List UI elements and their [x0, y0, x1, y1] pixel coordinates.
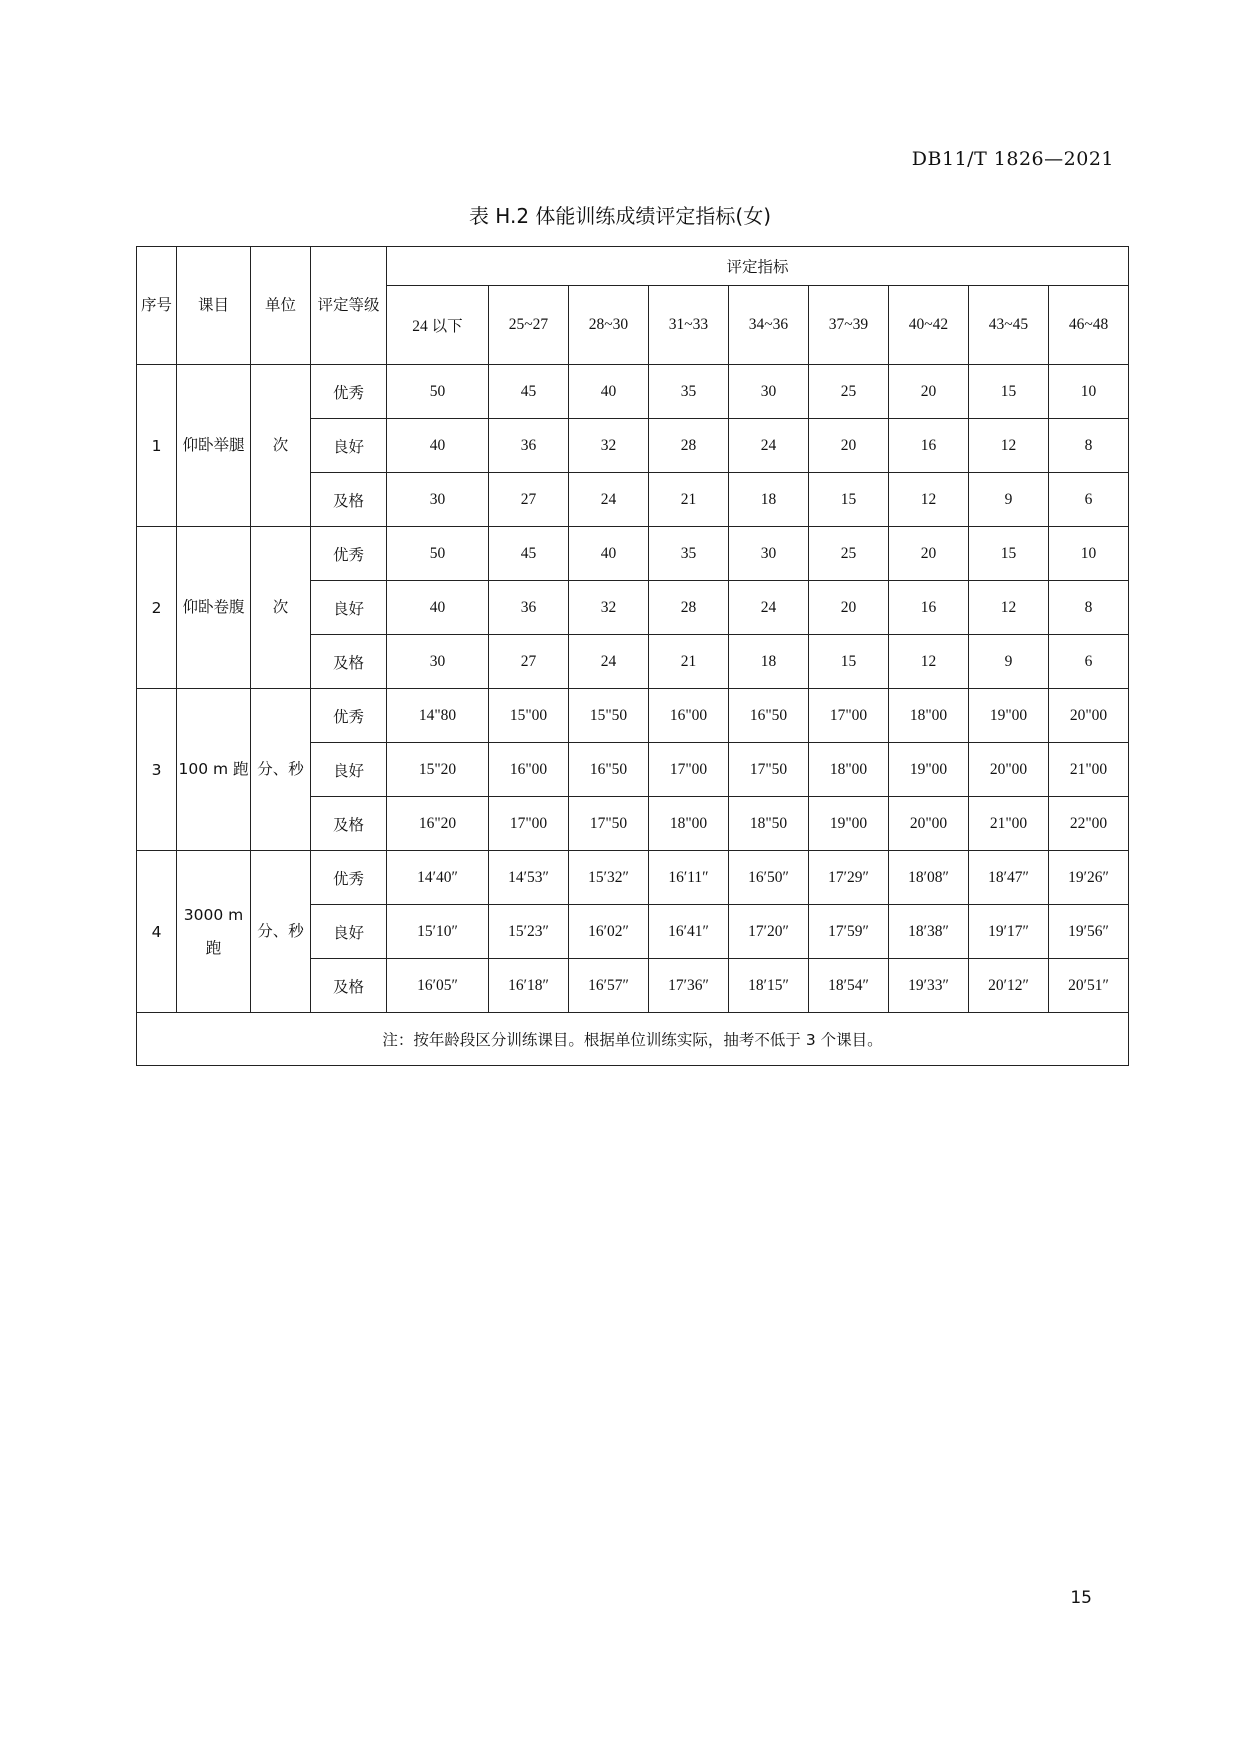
- cell-unit: 分、秒: [251, 851, 311, 1013]
- cell-level: 及格: [311, 797, 387, 851]
- cell-value: 30: [387, 635, 489, 689]
- header-level: 评定等级: [311, 247, 387, 365]
- header-seq: 序号: [137, 247, 177, 365]
- cell-value: 25: [809, 365, 889, 419]
- cell-value: 21: [649, 473, 729, 527]
- cell-value: 16: [889, 581, 969, 635]
- cell-unit: 次: [251, 527, 311, 689]
- header-age-group: 37~39: [809, 286, 889, 365]
- cell-value: 36: [489, 419, 569, 473]
- cell-value: 20: [889, 365, 969, 419]
- cell-unit: 分、秒: [251, 689, 311, 851]
- cell-value: 12: [969, 419, 1049, 473]
- cell-value: 30: [729, 365, 809, 419]
- cell-value: 40: [569, 365, 649, 419]
- header-age-group: 24 以下: [387, 286, 489, 365]
- cell-value: 17′36″: [649, 959, 729, 1013]
- cell-value: 15: [969, 365, 1049, 419]
- cell-value: 18′15″: [729, 959, 809, 1013]
- table-row: [137, 527, 1129, 581]
- cell-value: 15′10″: [387, 905, 489, 959]
- cell-value: 19"00: [969, 689, 1049, 743]
- cell-value: 6: [1049, 473, 1129, 527]
- header-unit: 单位: [251, 247, 311, 365]
- cell-value: 28: [649, 419, 729, 473]
- cell-value: 15"50: [569, 689, 649, 743]
- cell-value: 18"00: [649, 797, 729, 851]
- cell-value: 15′23″: [489, 905, 569, 959]
- cell-value: 15"00: [489, 689, 569, 743]
- table-note: 注：按年龄段区分训练课目。根据单位训练实际，抽考不低于 3 个课目。: [137, 1013, 1129, 1066]
- cell-level: 及格: [311, 635, 387, 689]
- cell-value: 16"50: [569, 743, 649, 797]
- cell-value: 21"00: [1049, 743, 1129, 797]
- cell-seq: 3: [137, 689, 177, 851]
- header-indicator: 评定指标: [387, 247, 1129, 286]
- cell-value: 9: [969, 635, 1049, 689]
- cell-value: 20"00: [1049, 689, 1129, 743]
- cell-value: 12: [969, 581, 1049, 635]
- cell-value: 19′33″: [889, 959, 969, 1013]
- cell-value: 20"00: [969, 743, 1049, 797]
- cell-value: 15′32″: [569, 851, 649, 905]
- cell-level: 优秀: [311, 365, 387, 419]
- cell-value: 16"50: [729, 689, 809, 743]
- cell-value: 15: [969, 527, 1049, 581]
- page-number: 15: [1070, 1588, 1092, 1608]
- header-age-group: 34~36: [729, 286, 809, 365]
- cell-seq: 2: [137, 527, 177, 689]
- cell-value: 16"20: [387, 797, 489, 851]
- cell-value: 18: [729, 635, 809, 689]
- cell-value: 19′56″: [1049, 905, 1129, 959]
- cell-value: 16′18″: [489, 959, 569, 1013]
- score-table: [136, 246, 1129, 1066]
- cell-value: 8: [1049, 419, 1129, 473]
- cell-item: 100 m 跑: [177, 689, 251, 851]
- cell-value: 16′57″: [569, 959, 649, 1013]
- cell-value: 27: [489, 473, 569, 527]
- header-age-group: 46~48: [1049, 286, 1129, 365]
- header-age-group: 28~30: [569, 286, 649, 365]
- cell-value: 28: [649, 581, 729, 635]
- cell-value: 32: [569, 419, 649, 473]
- cell-value: 15: [809, 635, 889, 689]
- cell-value: 14"80: [387, 689, 489, 743]
- cell-value: 18"50: [729, 797, 809, 851]
- header-row-top: [137, 247, 1129, 286]
- cell-level: 优秀: [311, 527, 387, 581]
- cell-value: 9: [969, 473, 1049, 527]
- cell-value: 50: [387, 365, 489, 419]
- cell-value: 16′02″: [569, 905, 649, 959]
- cell-value: 24: [569, 635, 649, 689]
- cell-value: 8: [1049, 581, 1129, 635]
- cell-value: 16′11″: [649, 851, 729, 905]
- cell-level: 良好: [311, 419, 387, 473]
- table-row: [137, 365, 1129, 419]
- cell-value: 19"00: [889, 743, 969, 797]
- header-age-group: 31~33: [649, 286, 729, 365]
- table-row: [137, 689, 1129, 743]
- cell-value: 18′38″: [889, 905, 969, 959]
- cell-value: 14′40″: [387, 851, 489, 905]
- cell-value: 18′08″: [889, 851, 969, 905]
- cell-value: 10: [1049, 365, 1129, 419]
- cell-value: 17"00: [809, 689, 889, 743]
- cell-level: 及格: [311, 959, 387, 1013]
- cell-value: 14′53″: [489, 851, 569, 905]
- cell-value: 40: [387, 419, 489, 473]
- cell-value: 10: [1049, 527, 1129, 581]
- cell-value: 40: [387, 581, 489, 635]
- cell-value: 17′59″: [809, 905, 889, 959]
- cell-item: 3000 m 跑: [177, 851, 251, 1013]
- cell-value: 32: [569, 581, 649, 635]
- table-row: [137, 851, 1129, 905]
- cell-value: 24: [729, 581, 809, 635]
- cell-value: 22"00: [1049, 797, 1129, 851]
- cell-value: 25: [809, 527, 889, 581]
- cell-value: 18′47″: [969, 851, 1049, 905]
- cell-value: 19"00: [809, 797, 889, 851]
- cell-value: 24: [729, 419, 809, 473]
- cell-value: 20′51″: [1049, 959, 1129, 1013]
- note-row: [137, 1013, 1129, 1066]
- cell-value: 16"00: [489, 743, 569, 797]
- cell-value: 21: [649, 635, 729, 689]
- cell-value: 17"50: [729, 743, 809, 797]
- header-age-group: 40~42: [889, 286, 969, 365]
- cell-value: 20: [889, 527, 969, 581]
- cell-value: 16′05″: [387, 959, 489, 1013]
- cell-value: 50: [387, 527, 489, 581]
- cell-value: 24: [569, 473, 649, 527]
- cell-value: 16"00: [649, 689, 729, 743]
- cell-value: 12: [889, 635, 969, 689]
- header-age-group: 43~45: [969, 286, 1049, 365]
- cell-level: 优秀: [311, 851, 387, 905]
- cell-value: 36: [489, 581, 569, 635]
- cell-level: 优秀: [311, 689, 387, 743]
- table-title: 表 H.2 体能训练成绩评定指标(女): [468, 204, 772, 228]
- cell-level: 良好: [311, 581, 387, 635]
- cell-value: 16′50″: [729, 851, 809, 905]
- cell-value: 20: [809, 581, 889, 635]
- cell-value: 21"00: [969, 797, 1049, 851]
- cell-value: 30: [387, 473, 489, 527]
- cell-level: 及格: [311, 473, 387, 527]
- cell-value: 17"00: [649, 743, 729, 797]
- cell-value: 15: [809, 473, 889, 527]
- cell-value: 18"00: [809, 743, 889, 797]
- cell-value: 17′20″: [729, 905, 809, 959]
- document-id: DB11/T 1826—2021: [911, 148, 1114, 170]
- cell-value: 20"00: [889, 797, 969, 851]
- cell-value: 35: [649, 527, 729, 581]
- cell-level: 良好: [311, 905, 387, 959]
- cell-item: 仰卧举腿: [177, 365, 251, 527]
- cell-value: 18: [729, 473, 809, 527]
- cell-value: 35: [649, 365, 729, 419]
- cell-value: 6: [1049, 635, 1129, 689]
- cell-value: 19′26″: [1049, 851, 1129, 905]
- cell-value: 16: [889, 419, 969, 473]
- cell-value: 27: [489, 635, 569, 689]
- cell-item: 仰卧卷腹: [177, 527, 251, 689]
- cell-value: 17"00: [489, 797, 569, 851]
- cell-value: 18′54″: [809, 959, 889, 1013]
- cell-value: 18"00: [889, 689, 969, 743]
- cell-level: 良好: [311, 743, 387, 797]
- cell-value: 17"50: [569, 797, 649, 851]
- cell-value: 40: [569, 527, 649, 581]
- cell-value: 16′41″: [649, 905, 729, 959]
- cell-value: 20′12″: [969, 959, 1049, 1013]
- cell-value: 20: [809, 419, 889, 473]
- cell-value: 45: [489, 527, 569, 581]
- cell-value: 12: [889, 473, 969, 527]
- cell-value: 30: [729, 527, 809, 581]
- header-age-group: 25~27: [489, 286, 569, 365]
- cell-value: 15"20: [387, 743, 489, 797]
- cell-seq: 4: [137, 851, 177, 1013]
- cell-value: 45: [489, 365, 569, 419]
- cell-value: 19′17″: [969, 905, 1049, 959]
- cell-seq: 1: [137, 365, 177, 527]
- cell-value: 17′29″: [809, 851, 889, 905]
- header-item: 课目: [177, 247, 251, 365]
- cell-unit: 次: [251, 365, 311, 527]
